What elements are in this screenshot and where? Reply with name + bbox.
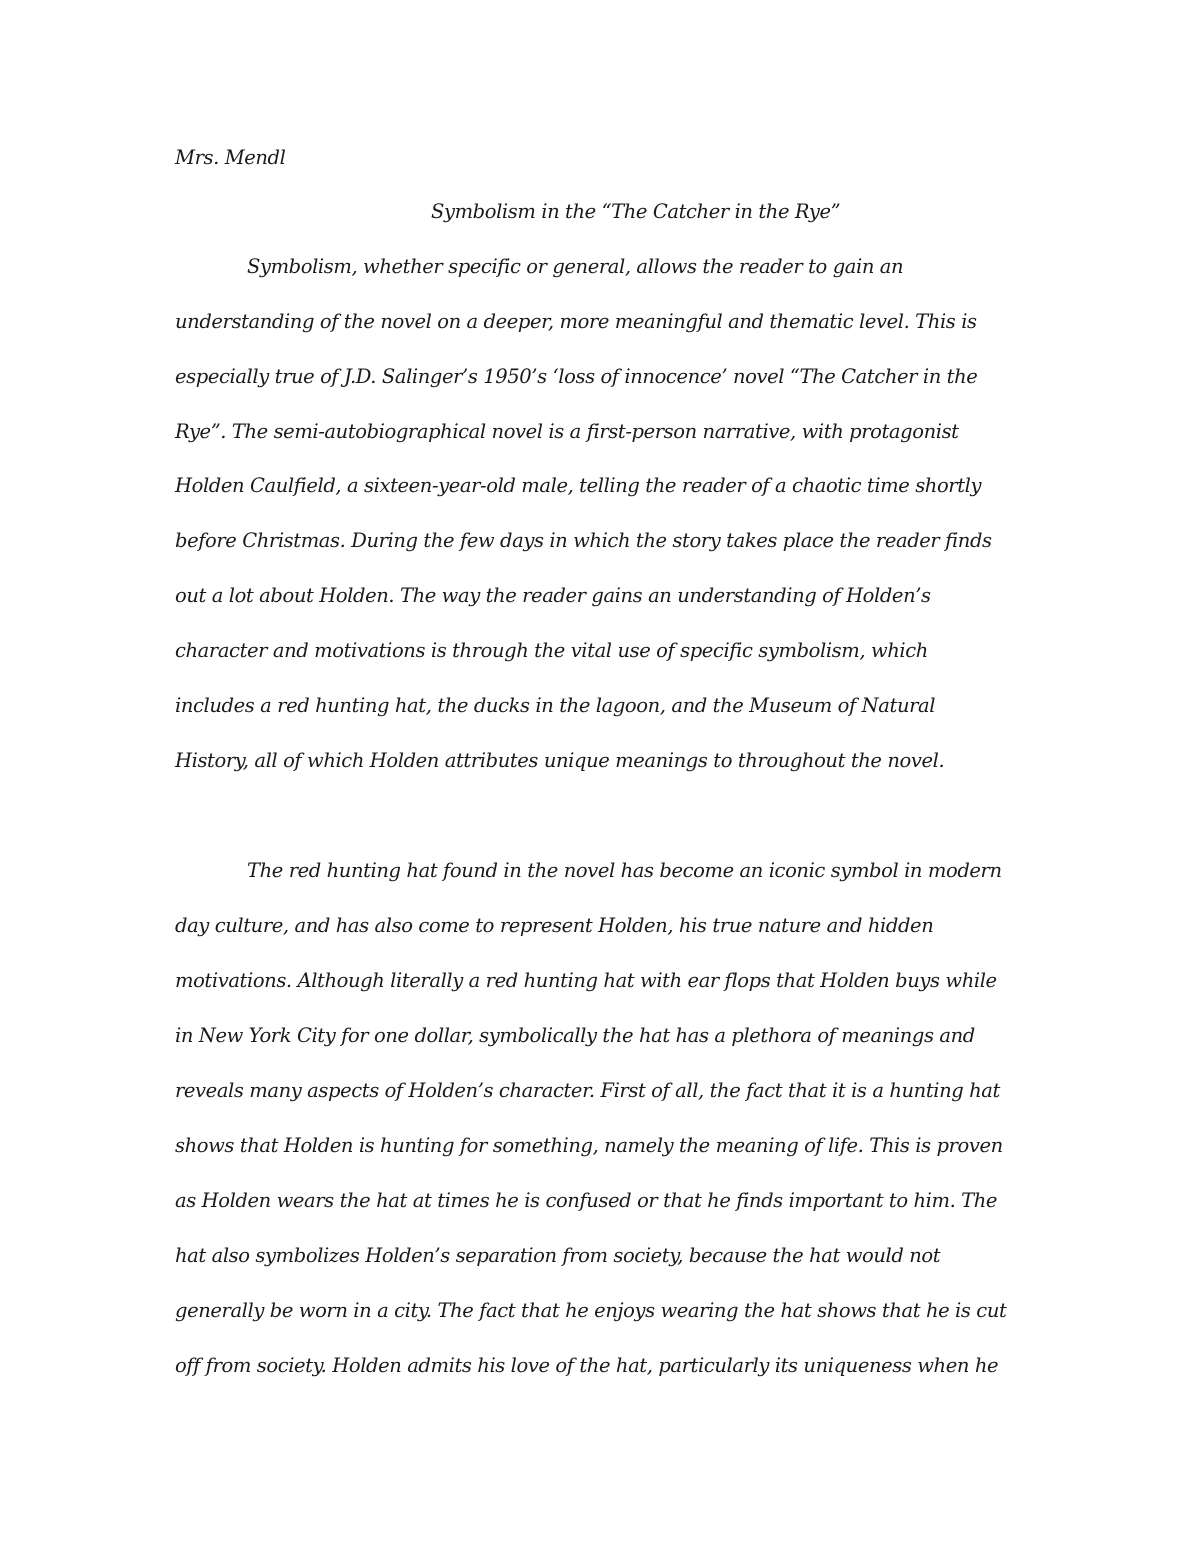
paragraph-line: out a lot about Holden. The way the reader gains an understanding of Holden’s <box>175 584 931 607</box>
paragraph-line: in New York City for one dollar, symbolically the hat has a plethora of meanings and <box>175 1024 975 1047</box>
paragraph-line: Symbolism, whether specific or general, allows the reader to gain an <box>247 255 904 278</box>
paragraph-line: History, all of which Holden attributes unique meanings to throughout the novel. <box>175 749 945 772</box>
paragraph-line: includes a red hunting hat, the ducks in the lagoon, and the Museum of Natural <box>175 694 936 717</box>
paragraph-line: motivations. Although literally a red hunting hat with ear flops that Holden buys while <box>175 969 997 992</box>
paragraph-line: off from society. Holden admits his love of the hat, particularly its uniqueness when he <box>175 1354 999 1377</box>
paragraph-line: character and motivations is through the vital use of specific symbolism, which <box>175 639 928 662</box>
paragraph-line: as Holden wears the hat at times he is confused or that he finds important to him. The <box>175 1189 998 1212</box>
paragraph-line: shows that Holden is hunting for something, namely the meaning of life. This is proven <box>175 1134 1003 1157</box>
paragraph-line: day culture, and has also come to represent Holden, his true nature and hidden <box>175 914 934 937</box>
paragraph-line: especially true of J.D. Salinger’s 1950’s ‘loss of innocence’ novel “The Catcher in the <box>175 365 978 388</box>
paragraph-line: understanding of the novel on a deeper, more meaningful and thematic level. This is <box>175 310 977 333</box>
paragraph-line: generally be worn in a city. The fact that he enjoys wearing the hat shows that he is cut <box>175 1299 1007 1322</box>
paragraph-line: The red hunting hat found in the novel has become an iconic symbol in modern <box>247 859 1002 882</box>
paragraph-line: Holden Caulfield, a sixteen-year-old male, telling the reader of a chaotic time shortly <box>175 474 982 497</box>
paragraph-line: hat also symbolizes Holden’s separation from society, because the hat would not <box>175 1244 941 1267</box>
paragraph-line: reveals many aspects of Holden’s character. First of all, the fact that it is a hunting hat <box>175 1079 1000 1102</box>
essay-title: Symbolism in the “The Catcher in the Rye” <box>431 200 841 223</box>
teacher-name: Mrs. Mendl <box>175 146 286 169</box>
paragraph-line: Rye”. The semi-autobiographical novel is a first-person narrative, with protagonist <box>175 420 959 443</box>
paragraph-line: before Christmas. During the few days in which the story takes place the reader finds <box>175 529 992 552</box>
